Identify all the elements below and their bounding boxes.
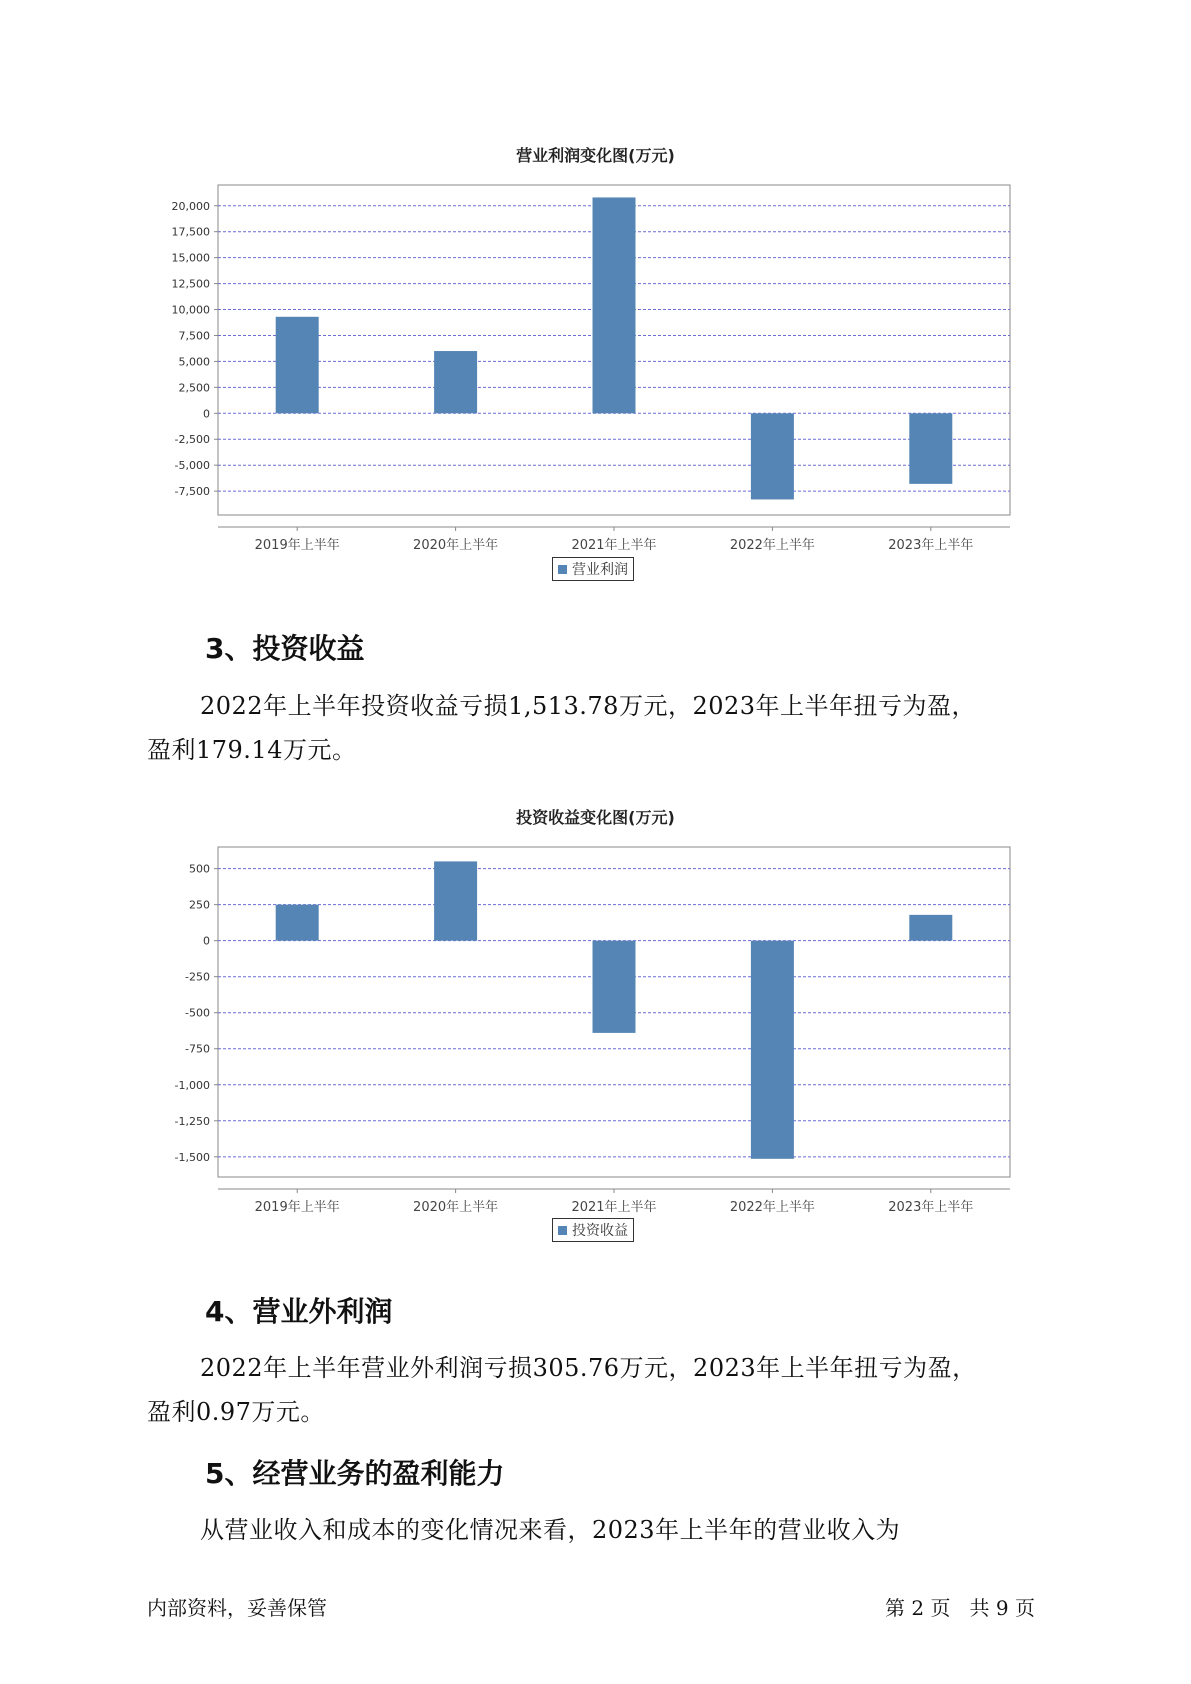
bar <box>276 317 319 414</box>
y-tick-label: -7,500 <box>174 485 210 499</box>
investment-income-chart-title: 投资收益变化图(万元) <box>516 808 675 827</box>
paragraph-line: 盈利0.97万元。 <box>147 1398 325 1426</box>
y-tick-label: -1,500 <box>174 1150 210 1164</box>
x-tick-label: 2021年上半年 <box>571 1200 657 1215</box>
x-tick-label: 2021年上半年 <box>571 538 657 553</box>
legend-swatch <box>558 1226 567 1235</box>
investment-income-legend <box>552 1218 634 1242</box>
bar <box>434 351 477 413</box>
bar <box>751 941 794 1159</box>
y-tick-label: 0 <box>203 934 210 948</box>
x-tick-label: 2020年上半年 <box>413 538 499 553</box>
bar <box>909 915 952 941</box>
y-tick-label: 12,500 <box>171 277 210 291</box>
operating-profit-legend <box>552 557 634 581</box>
x-tick-label: 2023年上半年 <box>888 538 974 553</box>
y-tick-label: -250 <box>185 970 210 984</box>
y-tick-label: 5,000 <box>178 355 210 369</box>
y-tick-label: -750 <box>185 1042 210 1056</box>
y-tick-label: 7,500 <box>178 329 210 343</box>
bar <box>909 413 952 484</box>
operating-profit-chart-title: 营业利润变化图(万元) <box>516 146 675 165</box>
y-tick-label: 2,500 <box>178 381 210 395</box>
y-tick-label: -2,500 <box>174 433 210 447</box>
x-tick-label: 2022年上半年 <box>729 1200 815 1215</box>
y-tick-label: -1,000 <box>174 1078 210 1092</box>
bar <box>434 861 477 940</box>
x-tick-label: 2020年上半年 <box>413 1200 499 1215</box>
legend-label: 营业利润 <box>572 562 628 578</box>
y-tick-label: -500 <box>185 1006 210 1020</box>
paragraph-line: 2022年上半年营业外利润亏损305.76万元，2023年上半年扭亏为盈， <box>200 1354 977 1382</box>
y-tick-label: -5,000 <box>174 459 210 473</box>
legend-label: 投资收益 <box>572 1223 628 1239</box>
bar <box>593 941 636 1033</box>
paragraph-non-operating <box>147 1346 1047 1434</box>
section-heading-profitability: 5、经营业务的盈利能力 <box>205 1457 505 1490</box>
paragraph-line: 从营业收入和成本的变化情况来看，2023年上半年的营业收入为 <box>200 1516 901 1544</box>
y-tick-label: -1,250 <box>174 1114 210 1128</box>
y-tick-label: 500 <box>189 862 210 876</box>
footer-confidential-note: 内部资料，妥善保管 <box>147 1596 327 1620</box>
y-tick-label: 0 <box>203 407 210 421</box>
y-tick-label: 15,000 <box>171 251 210 265</box>
section-heading-non-operating: 4、营业外利润 <box>205 1295 393 1328</box>
investment-income-chart <box>0 832 1191 1215</box>
legend-swatch <box>558 565 567 574</box>
x-tick-label: 2022年上半年 <box>729 538 815 553</box>
y-tick-label: 250 <box>189 898 210 912</box>
bar <box>751 413 794 499</box>
bar <box>276 905 319 941</box>
paragraph-line: 2022年上半年投资收益亏损1,513.78万元，2023年上半年扭亏为盈， <box>200 692 977 720</box>
paragraph-profitability <box>147 1508 1047 1552</box>
bar <box>593 197 636 413</box>
x-tick-label: 2019年上半年 <box>254 538 340 553</box>
section-heading-investment: 3、投资收益 <box>205 632 365 665</box>
y-tick-label: 20,000 <box>171 199 210 213</box>
y-tick-label: 17,500 <box>171 225 210 239</box>
y-tick-label: 10,000 <box>171 303 210 317</box>
operating-profit-chart <box>0 170 1191 553</box>
paragraph-line: 盈利179.14万元。 <box>147 736 357 764</box>
x-tick-label: 2019年上半年 <box>254 1200 340 1215</box>
footer-page-number: 第 2 页 共 9 页 <box>885 1596 1035 1620</box>
x-tick-label: 2023年上半年 <box>888 1200 974 1215</box>
paragraph-investment <box>147 684 1047 772</box>
